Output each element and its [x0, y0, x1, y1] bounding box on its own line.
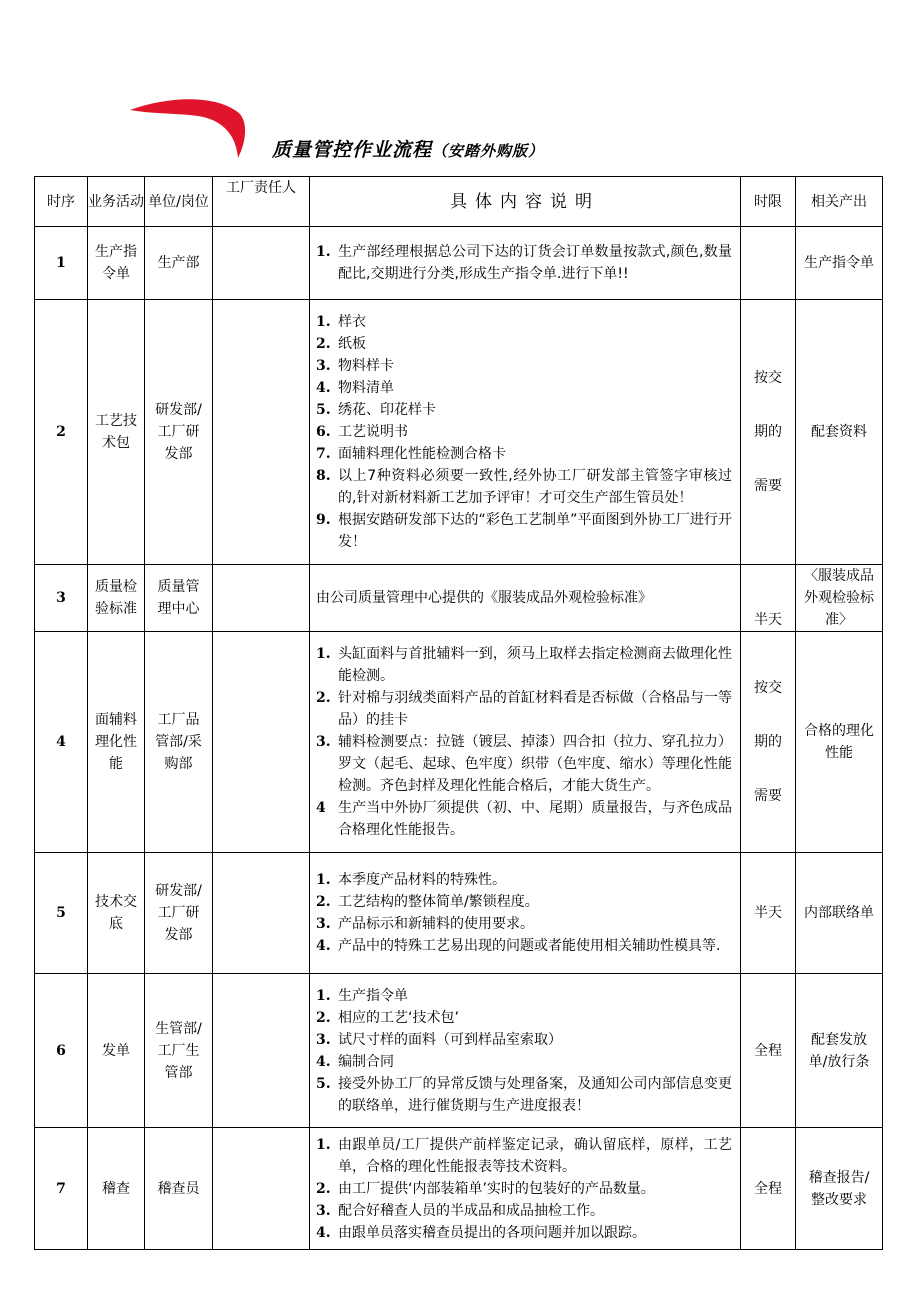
- list-item-text: 生产部经理根据总公司下达的订货会订单数量按款式,颜色,数量配比,交期进行分类,形成生产指令单.进行下单!!: [338, 244, 732, 282]
- list-item-number: 2.: [316, 690, 331, 706]
- deadline-line: 需要: [754, 788, 782, 804]
- list-item-text: 本季度产品材料的特殊性。: [338, 872, 506, 888]
- content-list: [316, 241, 732, 285]
- row-activity: 技术交底: [88, 853, 145, 974]
- list-item-text: 工艺说明书: [338, 424, 408, 440]
- table-row: [35, 632, 883, 853]
- header-output: 相关产出: [796, 177, 883, 227]
- list-item-number: 1.: [316, 646, 331, 662]
- row-unit: 研发部/工厂研发部: [145, 853, 213, 974]
- row-seq: 5: [35, 853, 88, 974]
- row-unit: 研发部/工厂研发部: [145, 300, 213, 565]
- row-content: [310, 300, 741, 565]
- row-content: [310, 227, 741, 300]
- list-item-number: 5.: [316, 402, 331, 418]
- row-seq: 1: [35, 227, 88, 300]
- row-factory: [213, 565, 310, 632]
- header-activity: 业务活动: [88, 177, 145, 227]
- row-deadline: [741, 300, 796, 565]
- content-list-item: [316, 1073, 732, 1117]
- list-item-number: 2.: [316, 1180, 331, 1197]
- row-seq: 3: [35, 565, 88, 632]
- row-unit: 稽查员: [145, 1128, 213, 1250]
- content-list-item: [316, 399, 732, 421]
- list-item-text: 试尺寸样的面料（可到样品室索取）: [338, 1031, 562, 1048]
- list-item-text: 绣花、印花样卡: [338, 402, 436, 418]
- list-item-text: 头缸面料与首批辅料一到，须马上取样去指定检测商去做理化性能检测。: [338, 646, 732, 684]
- list-item-text: 针对棉与羽绒类面料产品的首缸材料看是否标做（合格品与一等品）的挂卡: [338, 690, 732, 728]
- content-list-item: [316, 1222, 732, 1244]
- list-item-number: 3.: [316, 1031, 331, 1048]
- deadline-line: 需要: [754, 478, 782, 494]
- content-list-item: [316, 421, 732, 443]
- content-list-item: [316, 241, 732, 285]
- list-item-text: 生产当中外协厂须提供（初、中、尾期）质量报告，与齐色成品合格理化性能报告。: [338, 800, 732, 838]
- list-item-text: 接受外协工厂的异常反馈与处理备案，及通知公司内部信息变更的联络单，进行催货期与生产进度报表！: [338, 1075, 732, 1114]
- row-content: [310, 974, 741, 1128]
- content-list-item: [316, 935, 732, 957]
- content-list-item: [316, 465, 732, 509]
- row-unit: 工厂品管部/采购部: [145, 632, 213, 853]
- header-content: 具体内容说明: [310, 177, 741, 227]
- content-list-item: [316, 1134, 732, 1178]
- list-item-text: 以上7种资料必须要一致性,经外协工厂研发部主管签字审核过的,针对新材料新工艺加予评审！才可交生产部生管员处！: [338, 468, 732, 506]
- row-seq: 7: [35, 1128, 88, 1250]
- list-item-number: 2.: [316, 336, 331, 352]
- table-row: [35, 1128, 883, 1250]
- row-factory: [213, 1128, 310, 1250]
- list-item-number: 1.: [316, 872, 331, 888]
- content-list: [316, 985, 732, 1117]
- list-item-text: 工艺结构的整体简单/繁锁程度。: [338, 894, 539, 910]
- content-list: [316, 643, 732, 841]
- row-content: [310, 1128, 741, 1250]
- row-deadline: 半天: [741, 565, 796, 632]
- row-output: 配套发放单/放行条: [796, 974, 883, 1128]
- row-output: 稽查报告/整改要求: [796, 1128, 883, 1250]
- list-item-number: 3.: [316, 734, 331, 750]
- content-list-item: [316, 797, 732, 841]
- list-item-text: 物料样卡: [338, 358, 394, 374]
- content-list-item: [316, 985, 732, 1007]
- list-item-number: 6.: [316, 424, 331, 440]
- table-row: [35, 300, 883, 565]
- list-item-number: 4: [316, 800, 326, 816]
- deadline-line: 按交: [754, 370, 782, 386]
- row-output: 内部联络单: [796, 853, 883, 974]
- row-output: 配套资料: [796, 300, 883, 565]
- page-title-sub: （安踏外购版）: [432, 142, 545, 160]
- list-item-text: 物料清单: [338, 380, 394, 396]
- row-deadline: 全程: [741, 1128, 796, 1250]
- header-deadline: 时限: [741, 177, 796, 227]
- deadline-stack: [747, 677, 789, 807]
- content-list-item: [316, 891, 732, 913]
- brand-logo: [128, 96, 248, 160]
- list-item-number: 1.: [316, 244, 331, 260]
- row-factory: [213, 227, 310, 300]
- list-item-text: 辅料检测要点：拉链（镀层、掉漆）四合扣（拉力、穿孔拉力）罗文（起毛、起球、色牢度）织带（色牢度、缩水）等理化性能检测。齐色封样及理化性能合格后，才能大货生产。: [338, 734, 732, 794]
- list-item-text: 产品中的特殊工艺易出现的问题或者能使用相关辅助性模具等.: [338, 938, 721, 954]
- row-seq: 2: [35, 300, 88, 565]
- table-row: [35, 853, 883, 974]
- row-factory: [213, 974, 310, 1128]
- row-deadline: [741, 632, 796, 853]
- list-item-number: 8.: [316, 468, 331, 484]
- content-list-item: [316, 333, 732, 355]
- content-list-item: [316, 643, 732, 687]
- list-item-text: 产品标示和新辅料的使用要求。: [338, 916, 534, 932]
- deadline-line: 按交: [754, 680, 782, 696]
- content-list-item: [316, 1051, 732, 1073]
- content-list-item: [316, 687, 732, 731]
- list-item-number: 3.: [316, 916, 331, 932]
- list-item-text: 相应的工艺‘技术包’: [338, 1009, 459, 1026]
- header-seq: 时序: [35, 177, 88, 227]
- content-list-item: [316, 509, 732, 553]
- list-item-text: 由工厂提供‘内部装箱单’实时的包装好的产品数量。: [338, 1180, 655, 1197]
- list-item-number: 4.: [316, 380, 331, 396]
- row-deadline: 全程: [741, 974, 796, 1128]
- list-item-text: 由跟单员/工厂提供产前样鉴定记录，确认留底样，原样，工艺单，合格的理化性能报表等技术资料。: [338, 1136, 732, 1175]
- list-item-number: 3.: [316, 1202, 331, 1219]
- row-activity: 工艺技术包: [88, 300, 145, 565]
- content-list-item: [316, 1029, 732, 1051]
- header-factory: 工厂责任人: [213, 177, 310, 227]
- row-content: [310, 853, 741, 974]
- list-item-text: 样衣: [338, 314, 366, 330]
- content-list-item: [316, 1178, 732, 1200]
- list-item-number: 4.: [316, 1224, 331, 1241]
- header-unit: 单位/岗位: [145, 177, 213, 227]
- row-activity: 稽查: [88, 1128, 145, 1250]
- logo-swoosh-shape: [130, 99, 245, 158]
- content-list-item: [316, 1007, 732, 1029]
- list-item-number: 9.: [316, 512, 331, 528]
- row-factory: [213, 300, 310, 565]
- list-item-text: 面辅料理化性能检测合格卡: [338, 446, 506, 462]
- content-list: [316, 869, 732, 957]
- row-seq: 6: [35, 974, 88, 1128]
- content-list: [316, 1134, 732, 1244]
- deadline-line: 期的: [754, 734, 782, 750]
- list-item-text: 编制合同: [338, 1053, 394, 1070]
- list-item-text: 配合好稽查人员的半成品和成品抽检工作。: [338, 1202, 604, 1219]
- row-unit: 质量管理中心: [145, 565, 213, 632]
- content-list: [316, 311, 732, 553]
- row-content: [310, 632, 741, 853]
- deadline-line: 期的: [754, 424, 782, 440]
- list-item-number: 2.: [316, 894, 331, 910]
- content-list-item: [316, 1200, 732, 1222]
- row-activity: 面辅料理化性能: [88, 632, 145, 853]
- row-activity: 发单: [88, 974, 145, 1128]
- list-item-number: 1.: [316, 1136, 331, 1153]
- list-item-text: 生产指令单: [338, 987, 408, 1004]
- row-seq: 4: [35, 632, 88, 853]
- row-activity: 生产指令单: [88, 227, 145, 300]
- list-item-number: 1.: [316, 314, 331, 330]
- list-item-text: 根据安踏研发部下达的“彩色工艺制单”平面图到外协工厂进行开发！: [338, 512, 732, 550]
- row-output: 〈服装成品外观检验标准〉: [796, 565, 883, 632]
- content-list-item: [316, 731, 732, 797]
- page-title: [272, 135, 544, 162]
- row-output: 生产指令单: [796, 227, 883, 300]
- content-list-item: [316, 913, 732, 935]
- list-item-text: 由跟单员落实稽查员提出的各项问题并加以跟踪。: [338, 1224, 646, 1241]
- page-title-main: 质量管控作业流程: [272, 139, 433, 161]
- content-list-item: [316, 311, 732, 333]
- list-item-number: 4.: [316, 938, 331, 954]
- list-item-number: 1.: [316, 987, 331, 1004]
- process-table: [34, 176, 883, 1250]
- list-item-text: 纸板: [338, 336, 366, 352]
- content-list-item: [316, 377, 732, 399]
- content-list-item: [316, 869, 732, 891]
- table-row: [35, 565, 883, 632]
- list-item-number: 2.: [316, 1009, 331, 1026]
- row-unit: 生产部: [145, 227, 213, 300]
- list-item-number: 4.: [316, 1053, 331, 1070]
- content-list-item: [316, 443, 732, 465]
- list-item-number: 5.: [316, 1075, 331, 1092]
- table-row: [35, 227, 883, 300]
- row-deadline: [741, 227, 796, 300]
- row-deadline: 半天: [741, 853, 796, 974]
- content-list-item: [316, 355, 732, 377]
- deadline-stack: [747, 367, 789, 497]
- row-factory: [213, 853, 310, 974]
- row-factory: [213, 632, 310, 853]
- list-item-number: 7.: [316, 446, 331, 462]
- list-item-number: 3.: [316, 358, 331, 374]
- content-text: 由公司质量管理中心提供的《服装成品外观检验标准》: [316, 590, 652, 606]
- row-output: 合格的理化性能: [796, 632, 883, 853]
- table-header-row: [35, 177, 883, 227]
- row-content: [310, 565, 741, 632]
- row-unit: 生管部/工厂生管部: [145, 974, 213, 1128]
- table-row: [35, 974, 883, 1128]
- row-activity: 质量检验标准: [88, 565, 145, 632]
